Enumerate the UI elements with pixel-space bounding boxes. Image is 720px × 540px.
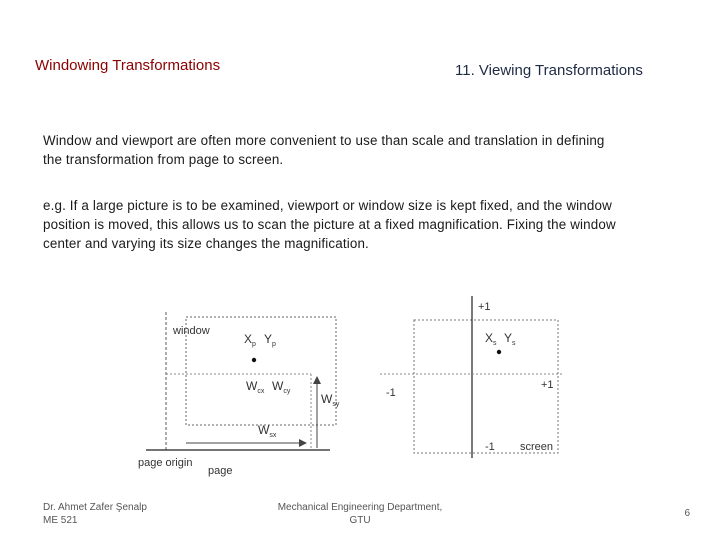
footer-department xyxy=(255,501,465,527)
footer-author xyxy=(43,501,147,527)
wcy-sub: cy xyxy=(283,388,291,395)
yp-main: Y xyxy=(264,332,273,346)
paragraph-line: Window and viewport are often more convenient to use than scale and translation in defining xyxy=(43,133,605,148)
wcx-label xyxy=(246,379,265,395)
wsy-label xyxy=(321,392,340,408)
department-name: Mechanical Engineering Department, xyxy=(277,502,443,513)
xp-label xyxy=(244,332,256,348)
section-title: Windowing Transformations xyxy=(35,57,221,74)
page-diagram xyxy=(138,312,340,477)
wsy-sub: sy xyxy=(332,401,340,408)
university-name: GTU xyxy=(349,515,371,526)
point-p-marker xyxy=(252,358,256,362)
wsx-main: W xyxy=(258,423,270,437)
author-name: Dr. Ahmet Zafer Şenalp xyxy=(43,502,147,513)
plus1-right-label: +1 xyxy=(541,379,554,391)
window-label: window xyxy=(173,325,210,337)
paragraph-line: e.g. If a large picture is to be examined, viewport or window size is kept fixed, and the window xyxy=(43,198,612,213)
point-s-marker xyxy=(497,350,501,354)
xp-sub: p xyxy=(252,341,256,348)
ys-sub: s xyxy=(512,340,516,347)
wsy-main: W xyxy=(321,392,333,406)
minus1-left-label: -1 xyxy=(386,387,396,399)
page-label: page xyxy=(208,465,233,477)
paragraph-line: the transformation from page to screen. xyxy=(43,152,284,167)
xs-sub: s xyxy=(493,340,497,347)
yp-sub: p xyxy=(272,341,276,348)
xs-label xyxy=(485,331,497,347)
wsx-label xyxy=(258,423,277,439)
screen-diagram xyxy=(380,296,562,458)
wcy-label xyxy=(272,379,291,395)
ys-label xyxy=(504,331,516,347)
paragraph-line: center and varying its size changes the magnification. xyxy=(43,236,369,251)
course-code: ME 521 xyxy=(43,515,78,526)
screen-label: screen xyxy=(520,441,554,453)
yp-label xyxy=(264,332,276,348)
xp-main: X xyxy=(244,332,253,346)
ys-main: Y xyxy=(504,331,513,345)
wcx-main: W xyxy=(246,379,258,393)
wsx-sub: sx xyxy=(269,432,277,439)
paragraph-line: position is moved, this allows us to scan the picture at a fixed magnification. Fixing the window xyxy=(43,217,616,232)
page-origin-label: page origin xyxy=(138,457,193,469)
wcy-main: W xyxy=(272,379,284,393)
wcx-sub: cx xyxy=(257,388,265,395)
xs-main: X xyxy=(485,331,494,345)
minus1-bottom-label: -1 xyxy=(485,441,495,453)
page-number: 6 xyxy=(684,508,690,519)
chapter-title: 11. Viewing Transformations xyxy=(455,62,643,79)
plus1-top-label: +1 xyxy=(478,301,491,313)
